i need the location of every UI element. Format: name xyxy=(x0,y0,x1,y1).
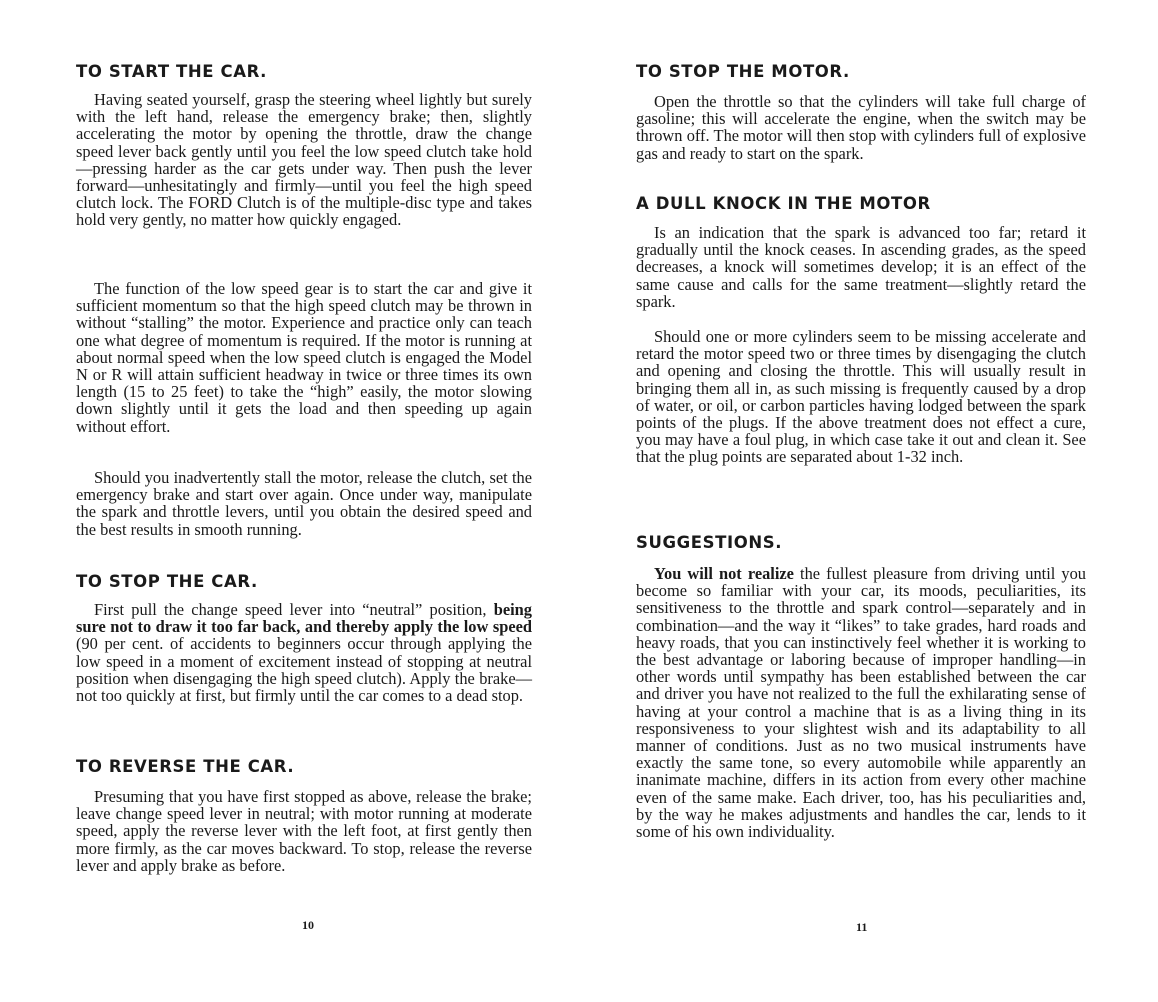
stop-car-text-lead: First pull the change speed lever into “neutral” position, xyxy=(94,600,494,619)
heading-to-stop-the-car: TO STOP THE CAR. xyxy=(76,572,258,591)
reverse-paragraph: Presuming that you have first stopped as above, release the brake; leave change speed lever in neutral; with motor running at moderate speed, apply the reverse lever with the left foot, at first gently then more firmly, as the car moves backward. To stop, release the reverse lever and apply brake as before. xyxy=(76,787,532,875)
left-page xyxy=(76,0,532,1002)
stop-car-text-rest: (90 per cent. of accidents to beginners occur through applying the low speed in a moment of excitement instead of stopping at neutral position when disengaging the high speed clutch). Apply the brake—not too quickly at first, but firmly until the car comes to a dead stop. xyxy=(76,634,532,706)
knock-paragraph-2: Should one or more cylinders seem to be missing accelerate and retard the motor speed two or three times by disengaging the clutch and opening and closing the throttle. This will usually result in bringing them all in, as such missing is frequently caused by a drop of water, or oil, or carbon particles having lodged between the spark points of the plugs. If the above treatment does not effect a cure, you may have a foul plug, in which case take it out and clean it. See that the plug points are separated about 1-32 inch. xyxy=(636,327,1086,467)
start-paragraph-1: Having seated yourself, grasp the steering wheel lightly but surely with the left hand, release the emergency brake; then, slightly accelerating the motor by opening the throttle, draw the change speed lever back gently until you feel the low speed clutch take hold—pressing harder as the car gets under way. Then push the lever forward—unhesitatingly and firmly—until you feel the high speed clutch lock. The FORD Clutch is of the multiple-disc type and takes hold very gently, no matter how quickly engaged. xyxy=(76,90,532,230)
heading-suggestions: SUGGESTIONS. xyxy=(636,533,783,552)
heading-to-start-the-car: TO START THE CAR. xyxy=(76,62,268,81)
suggestions-text-rest: the fullest pleasure from driving until you become so familiar with your car, its moods, peculiarities, its sensitiveness to the throttle and spark control—separately and in combination—and the way it “likes” to take grades, hard roads and heavy roads, that you can instinctively feel whether it is working to the best advantage or laboring because of improper handling—in other words until sympathy has been established between the car and driver you have not realized to the full the exhilarating sense of having at your control a machine that is as a living thing in its responsiveness to your slightest wish and its adaptability to all manner of conditions. Just as no two musical instruments have exactly the same tone, so every automobile while apparently an inanimate machine, differs in its action from every other machine even of the same make. Each driver, too, has his peculiarities and, by the way he makes adjustments and handles the car, lends to it some of his own individuality. xyxy=(636,564,1086,842)
start-paragraph-3: Should you inadvertently stall the motor, release the clutch, set the emergency brake and start over again. Once under way, manipulate the spark and throttle levers, until you obtain the desired speed and the best results in smooth running. xyxy=(76,468,532,539)
suggestions-text-emphasis: You will not realize xyxy=(654,564,794,583)
suggestions-paragraph xyxy=(636,565,1086,840)
stop-car-paragraph xyxy=(76,601,532,704)
start-paragraph-2: The function of the low speed gear is to start the car and give it sufficient momentum so that the high speed clutch may be thrown in without “stalling” the motor. Experience and practice only can teach one what degree of momentum is required. If the motor is running at about normal speed when the low speed clutch is engaged the Model N or R will attain sufficient headway in twice or three times its own length (15 to 25 feet) to take the “high” easily, the motor slowing down slightly until it gets the load and then speeding up again without effort. xyxy=(76,279,532,436)
knock-paragraph-1: Is an indication that the spark is advanced too far; retard it gradually until the knock ceases. In ascending grades, as the speed decreases, a knock will sometimes develop; it is an effect of the same cause and calls for the same treatment—slightly retard the spark. xyxy=(636,223,1086,311)
page-number-right: 11 xyxy=(856,920,868,934)
stop-car-text-emphasis: being sure not to draw it too far back, and thereby apply the low speed xyxy=(76,600,532,637)
right-page xyxy=(636,0,1086,1002)
stop-motor-paragraph: Open the throttle so that the cylinders will take full charge of gasoline; this will accelerate the engine, when the switch may be thrown off. The motor will then stop with cylinders full of explosive gas and ready to start on the spark. xyxy=(636,92,1086,163)
page-number-left: 10 xyxy=(302,918,314,932)
heading-to-reverse-the-car: TO REVERSE THE CAR. xyxy=(76,757,295,776)
heading-to-stop-the-motor: TO STOP THE MOTOR. xyxy=(636,62,850,81)
heading-dull-knock: A DULL KNOCK IN THE MOTOR xyxy=(636,194,931,213)
